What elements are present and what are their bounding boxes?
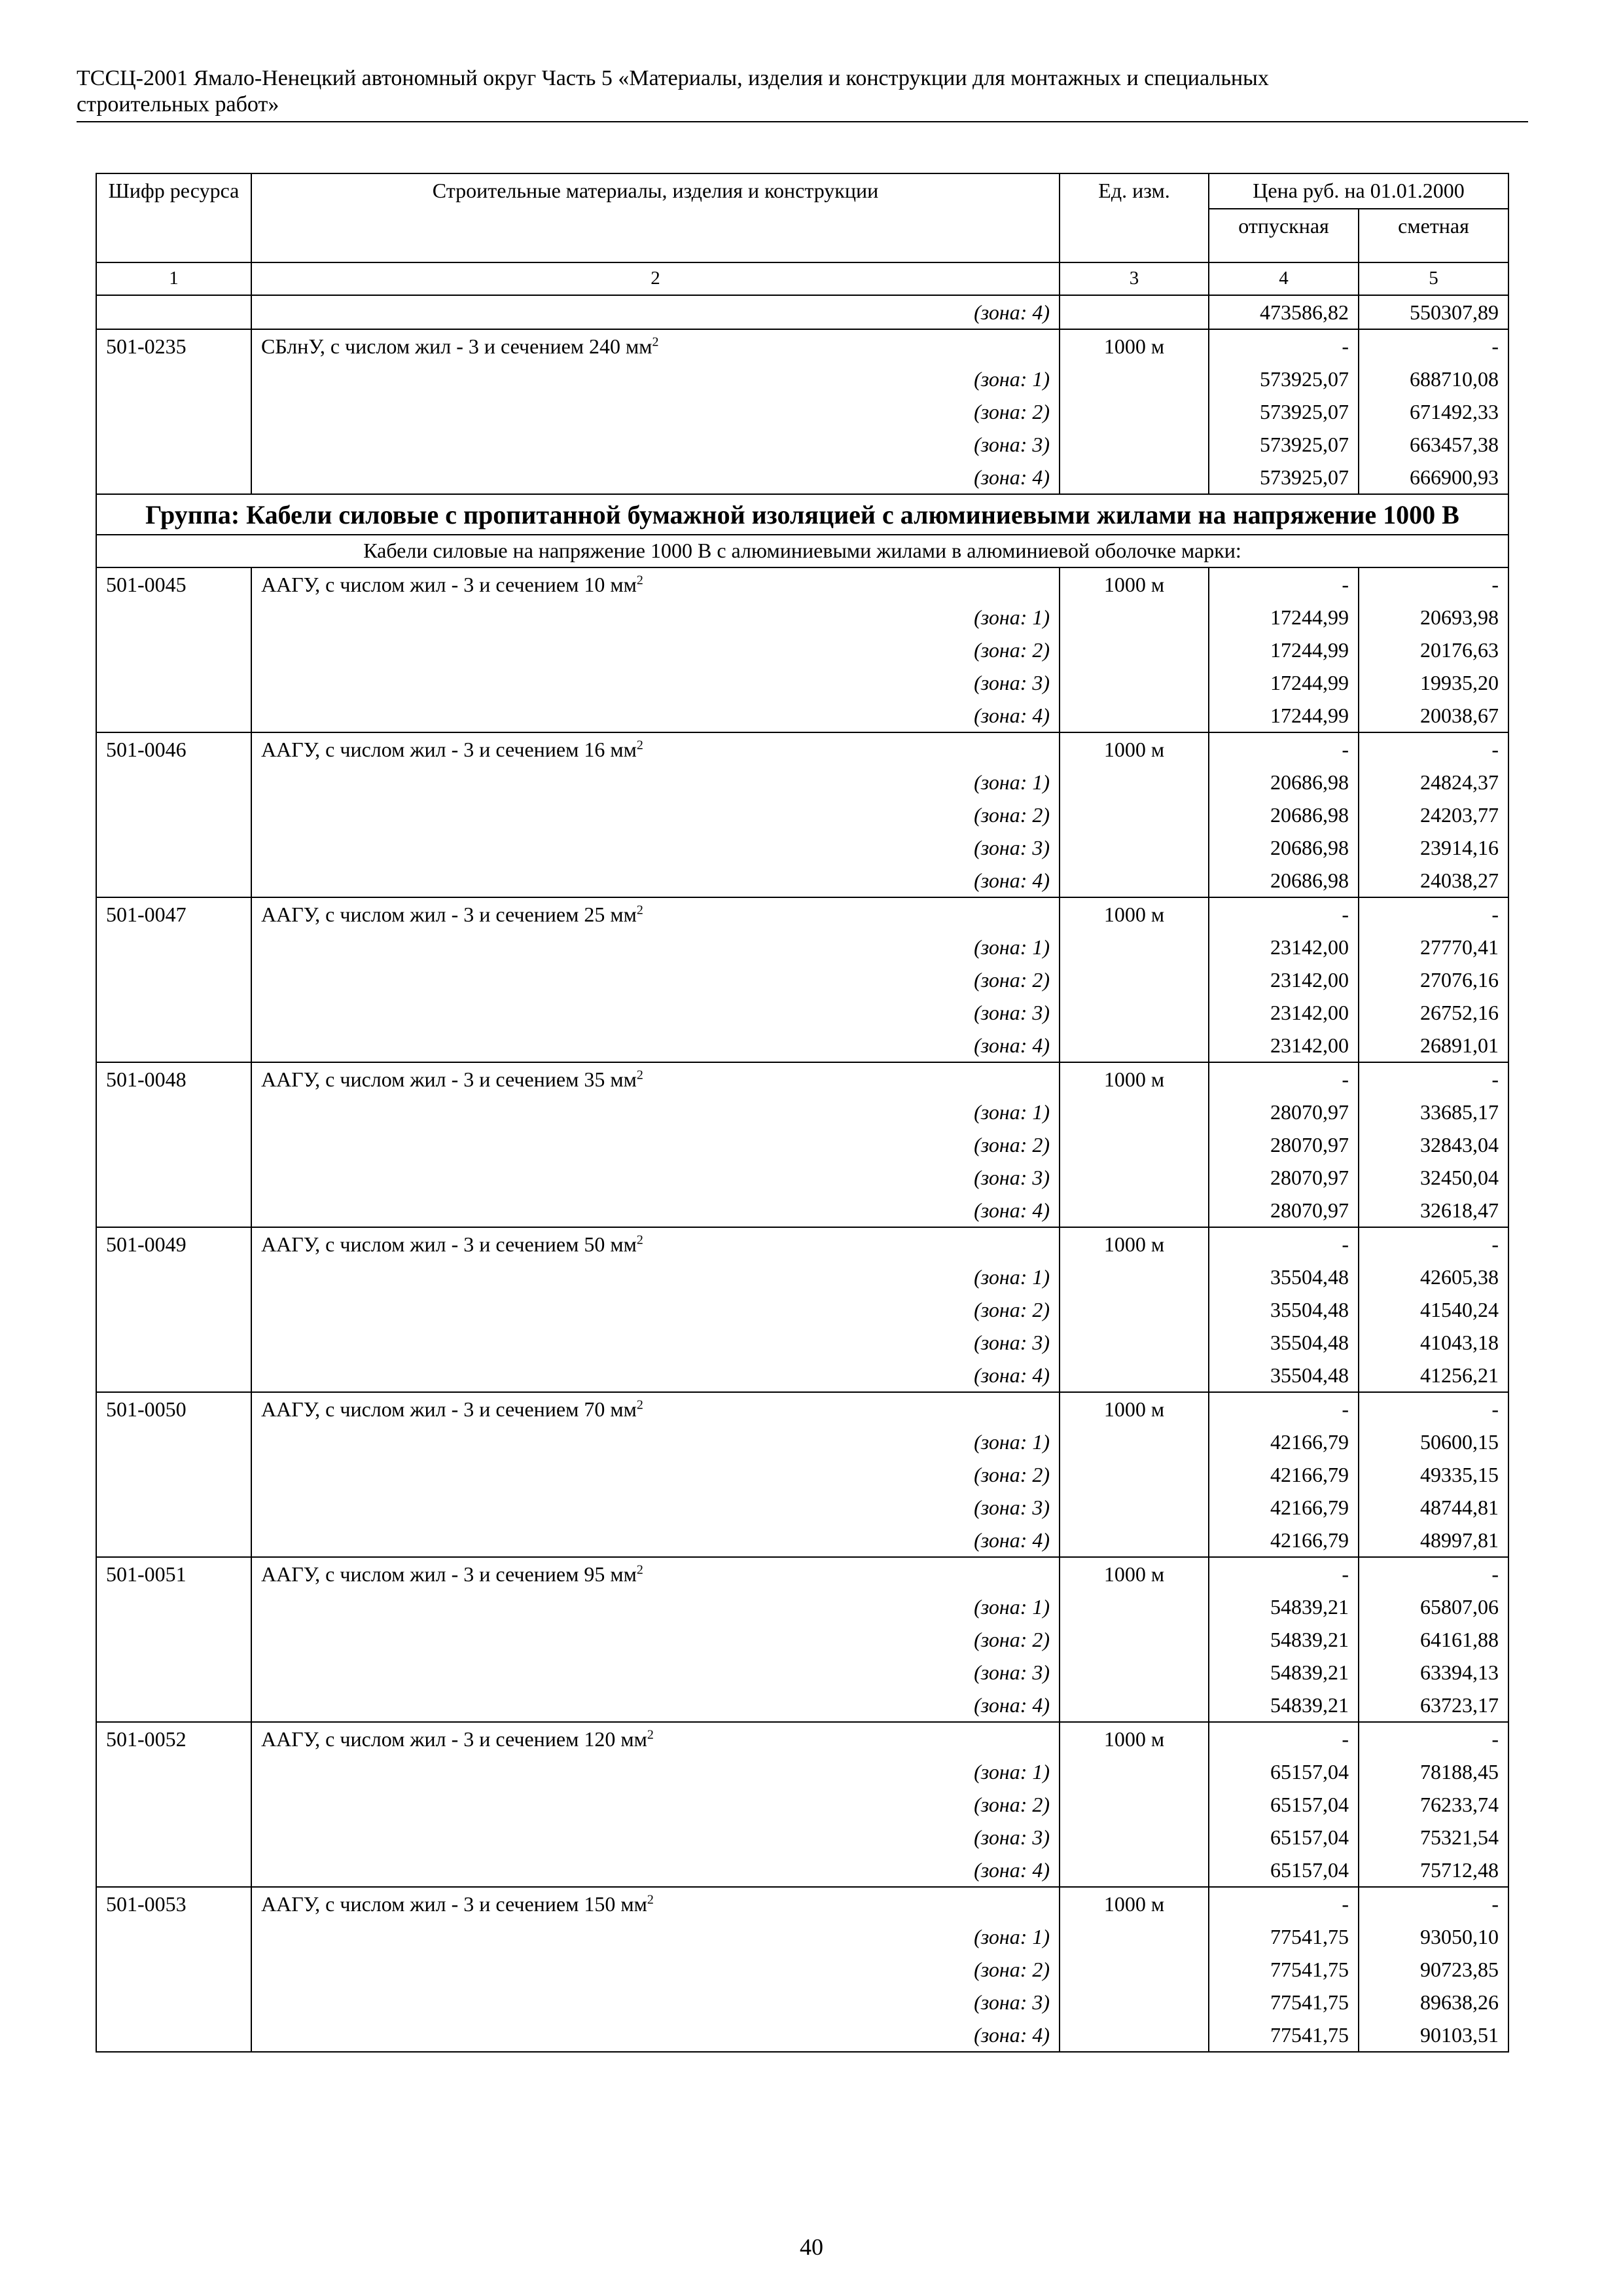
zone-label: (зона: 3) (251, 1326, 1060, 1359)
table-row (96, 897, 1508, 931)
zone-label: (зона: 2) (251, 798, 1060, 831)
estimate-price: - (1359, 567, 1508, 601)
estimate-price: - (1359, 732, 1508, 766)
table-row (96, 601, 1508, 634)
unit: 1000 м (1060, 1557, 1209, 1590)
table-row (96, 1293, 1508, 1326)
header-name: Строительные материалы, изделия и конструкции (251, 173, 1060, 262)
table-row (96, 1029, 1508, 1062)
zone-label: (зона: 3) (251, 428, 1060, 461)
estimate-price: 19935,20 (1359, 666, 1508, 699)
resource-code: 501-0053 (96, 1887, 251, 1920)
release-price: 28070,97 (1209, 1161, 1359, 1194)
release-price: 54839,21 (1209, 1689, 1359, 1722)
table-row (96, 1821, 1508, 1854)
table-row (96, 1062, 1508, 1096)
table-row (96, 329, 1508, 363)
release-price: 65157,04 (1209, 1755, 1359, 1788)
unit: 1000 м (1060, 1392, 1209, 1426)
unit: 1000 м (1060, 1062, 1209, 1096)
table-row (96, 1623, 1508, 1656)
column-number-row (96, 262, 1508, 295)
material-name: ААГУ, с числом жил - 3 и сечением 70 $мм^2$ (251, 1392, 1060, 1426)
release-price: 35504,48 (1209, 1293, 1359, 1326)
zone-label: (зона: 3) (251, 1656, 1060, 1689)
estimate-price: 48997,81 (1359, 1524, 1508, 1557)
table-row (96, 1426, 1508, 1458)
material-name: ААГУ, с числом жил - 3 и сечением 50 $мм^2$ (251, 1227, 1060, 1261)
estimate-price: 41043,18 (1359, 1326, 1508, 1359)
table-row (96, 732, 1508, 766)
estimate-price: 78188,45 (1359, 1755, 1508, 1788)
header-title-line2: строительных работ» (77, 92, 279, 117)
release-price: - (1209, 1062, 1359, 1096)
estimate-price: 24824,37 (1359, 766, 1508, 798)
table-row (96, 1261, 1508, 1293)
table-row (96, 363, 1508, 395)
resource-code: 501-0048 (96, 1062, 251, 1096)
estimate-price: 89638,26 (1359, 1986, 1508, 2018)
estimate-price: 64161,88 (1359, 1623, 1508, 1656)
estimate-price: 26752,16 (1359, 996, 1508, 1029)
release-price: 23142,00 (1209, 996, 1359, 1029)
material-name: ААГУ, с числом жил - 3 и сечением 95 $мм^2$ (251, 1557, 1060, 1590)
release-price: 77541,75 (1209, 1920, 1359, 1953)
material-name: ААГУ, с числом жил - 3 и сечением 120 $мм^2$ (251, 1722, 1060, 1755)
material-name: ААГУ, с числом жил - 3 и сечением 35 $мм^2$ (251, 1062, 1060, 1096)
header-unit: Ед. изм. (1060, 173, 1209, 262)
estimate-price: 32843,04 (1359, 1128, 1508, 1161)
resource-code: 501-0050 (96, 1392, 251, 1426)
release-price: 42166,79 (1209, 1426, 1359, 1458)
table-row (96, 1590, 1508, 1623)
release-price: 20686,98 (1209, 864, 1359, 897)
table-row (96, 395, 1508, 428)
release-price: 20686,98 (1209, 766, 1359, 798)
release-price: 65157,04 (1209, 1788, 1359, 1821)
estimate-price: 671492,33 (1359, 395, 1508, 428)
table-row (96, 1524, 1508, 1557)
zone-label: (зона: 3) (251, 996, 1060, 1029)
table-row (96, 1458, 1508, 1491)
table-row (96, 634, 1508, 666)
table-row (96, 831, 1508, 864)
zone-label: (зона: 3) (251, 1821, 1060, 1854)
release-price: 17244,99 (1209, 666, 1359, 699)
estimate-price: - (1359, 1062, 1508, 1096)
release-price: 28070,97 (1209, 1096, 1359, 1128)
zone-label: (зона: 2) (251, 1623, 1060, 1656)
estimate-price: 663457,38 (1359, 428, 1508, 461)
release-price: 17244,99 (1209, 601, 1359, 634)
estimate-price: - (1359, 1722, 1508, 1755)
zone-label: (зона: 4) (251, 1524, 1060, 1557)
table-row (96, 1986, 1508, 2018)
estimate-price: 32618,47 (1359, 1194, 1508, 1227)
release-price: 35504,48 (1209, 1359, 1359, 1392)
estimate-price: 688710,08 (1359, 363, 1508, 395)
release-price: 54839,21 (1209, 1623, 1359, 1656)
release-price: - (1209, 1722, 1359, 1755)
zone-label: (зона: 1) (251, 766, 1060, 798)
zone-label: (зона: 2) (251, 1458, 1060, 1491)
release-price: 77541,75 (1209, 2018, 1359, 2052)
table-row (96, 1788, 1508, 1821)
estimate-price: 41540,24 (1359, 1293, 1508, 1326)
subgroup-title-row (96, 535, 1508, 567)
table-row (96, 931, 1508, 963)
release-price: - (1209, 329, 1359, 363)
estimate-price: 93050,10 (1359, 1920, 1508, 1953)
zone-label: (зона: 2) (251, 1128, 1060, 1161)
table-row (96, 1755, 1508, 1788)
group-title-row (96, 494, 1508, 535)
release-price: 35504,48 (1209, 1326, 1359, 1359)
estimate-price: 90103,51 (1359, 2018, 1508, 2052)
table-row (96, 295, 1508, 329)
zone-label: (зона: 4) (251, 1029, 1060, 1062)
table-row (96, 1392, 1508, 1426)
estimate-price: 20176,63 (1359, 634, 1508, 666)
table-row (96, 699, 1508, 732)
zone-label: (зона: 3) (251, 1161, 1060, 1194)
release-price: - (1209, 1887, 1359, 1920)
estimate-price: 50600,15 (1359, 1426, 1508, 1458)
table-row (96, 996, 1508, 1029)
table-row (96, 1227, 1508, 1261)
release-price: 42166,79 (1209, 1524, 1359, 1557)
material-name: ААГУ, с числом жил - 3 и сечением 25 $мм^2$ (251, 897, 1060, 931)
estimate-price: 75712,48 (1359, 1854, 1508, 1887)
unit: 1000 м (1060, 1227, 1209, 1261)
header-release-price: отпускная (1209, 209, 1359, 262)
estimate-price: - (1359, 897, 1508, 931)
release-price: 77541,75 (1209, 1953, 1359, 1986)
price-table-body (96, 173, 1508, 2052)
header-divider (77, 121, 1528, 122)
page-number: 40 (800, 2234, 823, 2260)
release-price: - (1209, 1227, 1359, 1261)
release-price: 42166,79 (1209, 1491, 1359, 1524)
table-row (96, 1854, 1508, 1887)
estimate-price: 48744,81 (1359, 1491, 1508, 1524)
zone-label: (зона: 3) (251, 1986, 1060, 2018)
release-price: - (1209, 567, 1359, 601)
table-row (96, 2018, 1508, 2052)
zone-label: (зона: 4) (251, 2018, 1060, 2052)
estimate-price: 27770,41 (1359, 931, 1508, 963)
zone-label: (зона: 2) (251, 1953, 1060, 1986)
release-price: - (1209, 1392, 1359, 1426)
release-price: 573925,07 (1209, 395, 1359, 428)
zone-label: (зона: 1) (251, 1590, 1060, 1623)
zone-label: (зона: 1) (251, 1261, 1060, 1293)
table-row (96, 1920, 1508, 1953)
table-row (96, 1326, 1508, 1359)
estimate-price: 24203,77 (1359, 798, 1508, 831)
zone-label: (зона: 1) (251, 1096, 1060, 1128)
zone-label: (зона: 3) (251, 1491, 1060, 1524)
release-price: 17244,99 (1209, 634, 1359, 666)
unit: 1000 м (1060, 1887, 1209, 1920)
release-price: 65157,04 (1209, 1854, 1359, 1887)
estimate-price: 26891,01 (1359, 1029, 1508, 1062)
table-row (96, 864, 1508, 897)
release-price: 573925,07 (1209, 363, 1359, 395)
release-price: - (1209, 732, 1359, 766)
zone-label: (зона: 2) (251, 634, 1060, 666)
estimate-price: 20693,98 (1359, 601, 1508, 634)
estimate-price: 550307,89 (1359, 295, 1508, 329)
release-price: 28070,97 (1209, 1194, 1359, 1227)
table-row (96, 428, 1508, 461)
resource-code: 501-0051 (96, 1557, 251, 1590)
estimate-price: 32450,04 (1359, 1161, 1508, 1194)
table-row (96, 1953, 1508, 1986)
material-name: ААГУ, с числом жил - 3 и сечением 10 $мм^2$ (251, 567, 1060, 601)
unit: 1000 м (1060, 567, 1209, 601)
price-table (96, 173, 1509, 2053)
resource-code: 501-0049 (96, 1227, 251, 1261)
resource-code: 501-0052 (96, 1722, 251, 1755)
resource-code: 501-0046 (96, 732, 251, 766)
header-title-line1: ТССЦ-2001 Ямало-Ненецкий автономный округ Часть 5 «Материалы, изделия и конструкции для монтажных и специальных (77, 66, 1269, 90)
zone-label: (зона: 1) (251, 1920, 1060, 1953)
release-price: 54839,21 (1209, 1590, 1359, 1623)
estimate-price: 49335,15 (1359, 1458, 1508, 1491)
estimate-price: 27076,16 (1359, 963, 1508, 996)
release-price: 20686,98 (1209, 798, 1359, 831)
release-price: - (1209, 897, 1359, 931)
release-price: - (1209, 1557, 1359, 1590)
table-row (96, 461, 1508, 494)
estimate-price: 65807,06 (1359, 1590, 1508, 1623)
subgroup-title: Кабели силовые на напряжение 1000 В с алюминиевыми жилами в алюминиевой оболочке марки: (96, 535, 1508, 567)
release-price: 28070,97 (1209, 1128, 1359, 1161)
release-price: 23142,00 (1209, 963, 1359, 996)
estimate-price: 63723,17 (1359, 1689, 1508, 1722)
zone-label: (зона: 1) (251, 1426, 1060, 1458)
table-row (96, 1887, 1508, 1920)
table-row (96, 963, 1508, 996)
material-name: ААГУ, с числом жил - 3 и сечением 150 $мм^2$ (251, 1887, 1060, 1920)
zone-label: (зона: 4) (251, 1854, 1060, 1887)
release-price: 65157,04 (1209, 1821, 1359, 1854)
zone-label: (зона: 3) (251, 666, 1060, 699)
unit: 1000 м (1060, 897, 1209, 931)
zone-label: (зона: 4) (251, 1689, 1060, 1722)
zone-label: (зона: 4) (251, 864, 1060, 897)
release-price: 42166,79 (1209, 1458, 1359, 1491)
resource-code: 501-0047 (96, 897, 251, 931)
zone-label: (зона: 2) (251, 963, 1060, 996)
table-row (96, 1359, 1508, 1392)
release-price: 35504,48 (1209, 1261, 1359, 1293)
zone-label: (зона: 2) (251, 1788, 1060, 1821)
zone-label: (зона: 1) (251, 363, 1060, 395)
table-row (96, 1491, 1508, 1524)
table-header-row (96, 173, 1508, 209)
material-name: ААГУ, с числом жил - 3 и сечением 16 $мм^2$ (251, 732, 1060, 766)
zone-label: (зона: 1) (251, 931, 1060, 963)
zone-label: (зона: 2) (251, 395, 1060, 428)
column-number: 2 (251, 262, 1060, 295)
table-row (96, 766, 1508, 798)
estimate-price: 76233,74 (1359, 1788, 1508, 1821)
table-row (96, 1722, 1508, 1755)
table-row (96, 1194, 1508, 1227)
estimate-price: 63394,13 (1359, 1656, 1508, 1689)
table-row (96, 1161, 1508, 1194)
zone-label: (зона: 1) (251, 601, 1060, 634)
column-number: 4 (1209, 262, 1359, 295)
table-row (96, 1689, 1508, 1722)
zone-label: (зона: 4) (251, 461, 1060, 494)
unit: 1000 м (1060, 732, 1209, 766)
estimate-price: 90723,85 (1359, 1953, 1508, 1986)
estimate-price: 24038,27 (1359, 864, 1508, 897)
material-name: СБлнУ, с числом жил - 3 и сечением 240 $мм^2$ (251, 329, 1060, 363)
release-price: 17244,99 (1209, 699, 1359, 732)
zone-label: (зона: 2) (251, 1293, 1060, 1326)
estimate-price: 75321,54 (1359, 1821, 1508, 1854)
column-number: 3 (1060, 262, 1209, 295)
estimate-price: 23914,16 (1359, 831, 1508, 864)
table-row (96, 1656, 1508, 1689)
estimate-price: - (1359, 329, 1508, 363)
header-estimate-price: сметная (1359, 209, 1508, 262)
zone-label: (зона: 4) (251, 295, 1060, 329)
column-number: 5 (1359, 262, 1508, 295)
header-code: Шифр ресурса (96, 173, 251, 262)
zone-label: (зона: 4) (251, 1194, 1060, 1227)
zone-label: (зона: 3) (251, 831, 1060, 864)
estimate-price: 666900,93 (1359, 461, 1508, 494)
table-row (96, 666, 1508, 699)
resource-code: 501-0235 (96, 329, 251, 363)
zone-label: (зона: 4) (251, 1359, 1060, 1392)
release-price: 23142,00 (1209, 1029, 1359, 1062)
release-price: 573925,07 (1209, 428, 1359, 461)
header-price: Цена руб. на 01.01.2000 (1209, 173, 1508, 209)
estimate-price: - (1359, 1557, 1508, 1590)
table-row (96, 798, 1508, 831)
release-price: 77541,75 (1209, 1986, 1359, 2018)
release-price: 54839,21 (1209, 1656, 1359, 1689)
estimate-price: 20038,67 (1359, 699, 1508, 732)
table-row (96, 1128, 1508, 1161)
release-price: 473586,82 (1209, 295, 1359, 329)
estimate-price: - (1359, 1887, 1508, 1920)
release-price: 23142,00 (1209, 931, 1359, 963)
release-price: 573925,07 (1209, 461, 1359, 494)
resource-code: 501-0045 (96, 567, 251, 601)
estimate-price: - (1359, 1392, 1508, 1426)
estimate-price: 33685,17 (1359, 1096, 1508, 1128)
column-number: 1 (96, 262, 251, 295)
unit: 1000 м (1060, 1722, 1209, 1755)
table-row (96, 1096, 1508, 1128)
estimate-price: - (1359, 1227, 1508, 1261)
group-title: Группа: Кабели силовые с пропитанной бумажной изоляцией с алюминиевыми жилами на напряжение 1000 В (96, 494, 1508, 535)
estimate-price: 42605,38 (1359, 1261, 1508, 1293)
table-row (96, 1557, 1508, 1590)
release-price: 20686,98 (1209, 831, 1359, 864)
page-header (77, 65, 1523, 118)
zone-label: (зона: 4) (251, 699, 1060, 732)
estimate-price: 41256,21 (1359, 1359, 1508, 1392)
table-row (96, 567, 1508, 601)
unit: 1000 м (1060, 329, 1209, 363)
zone-label: (зона: 1) (251, 1755, 1060, 1788)
